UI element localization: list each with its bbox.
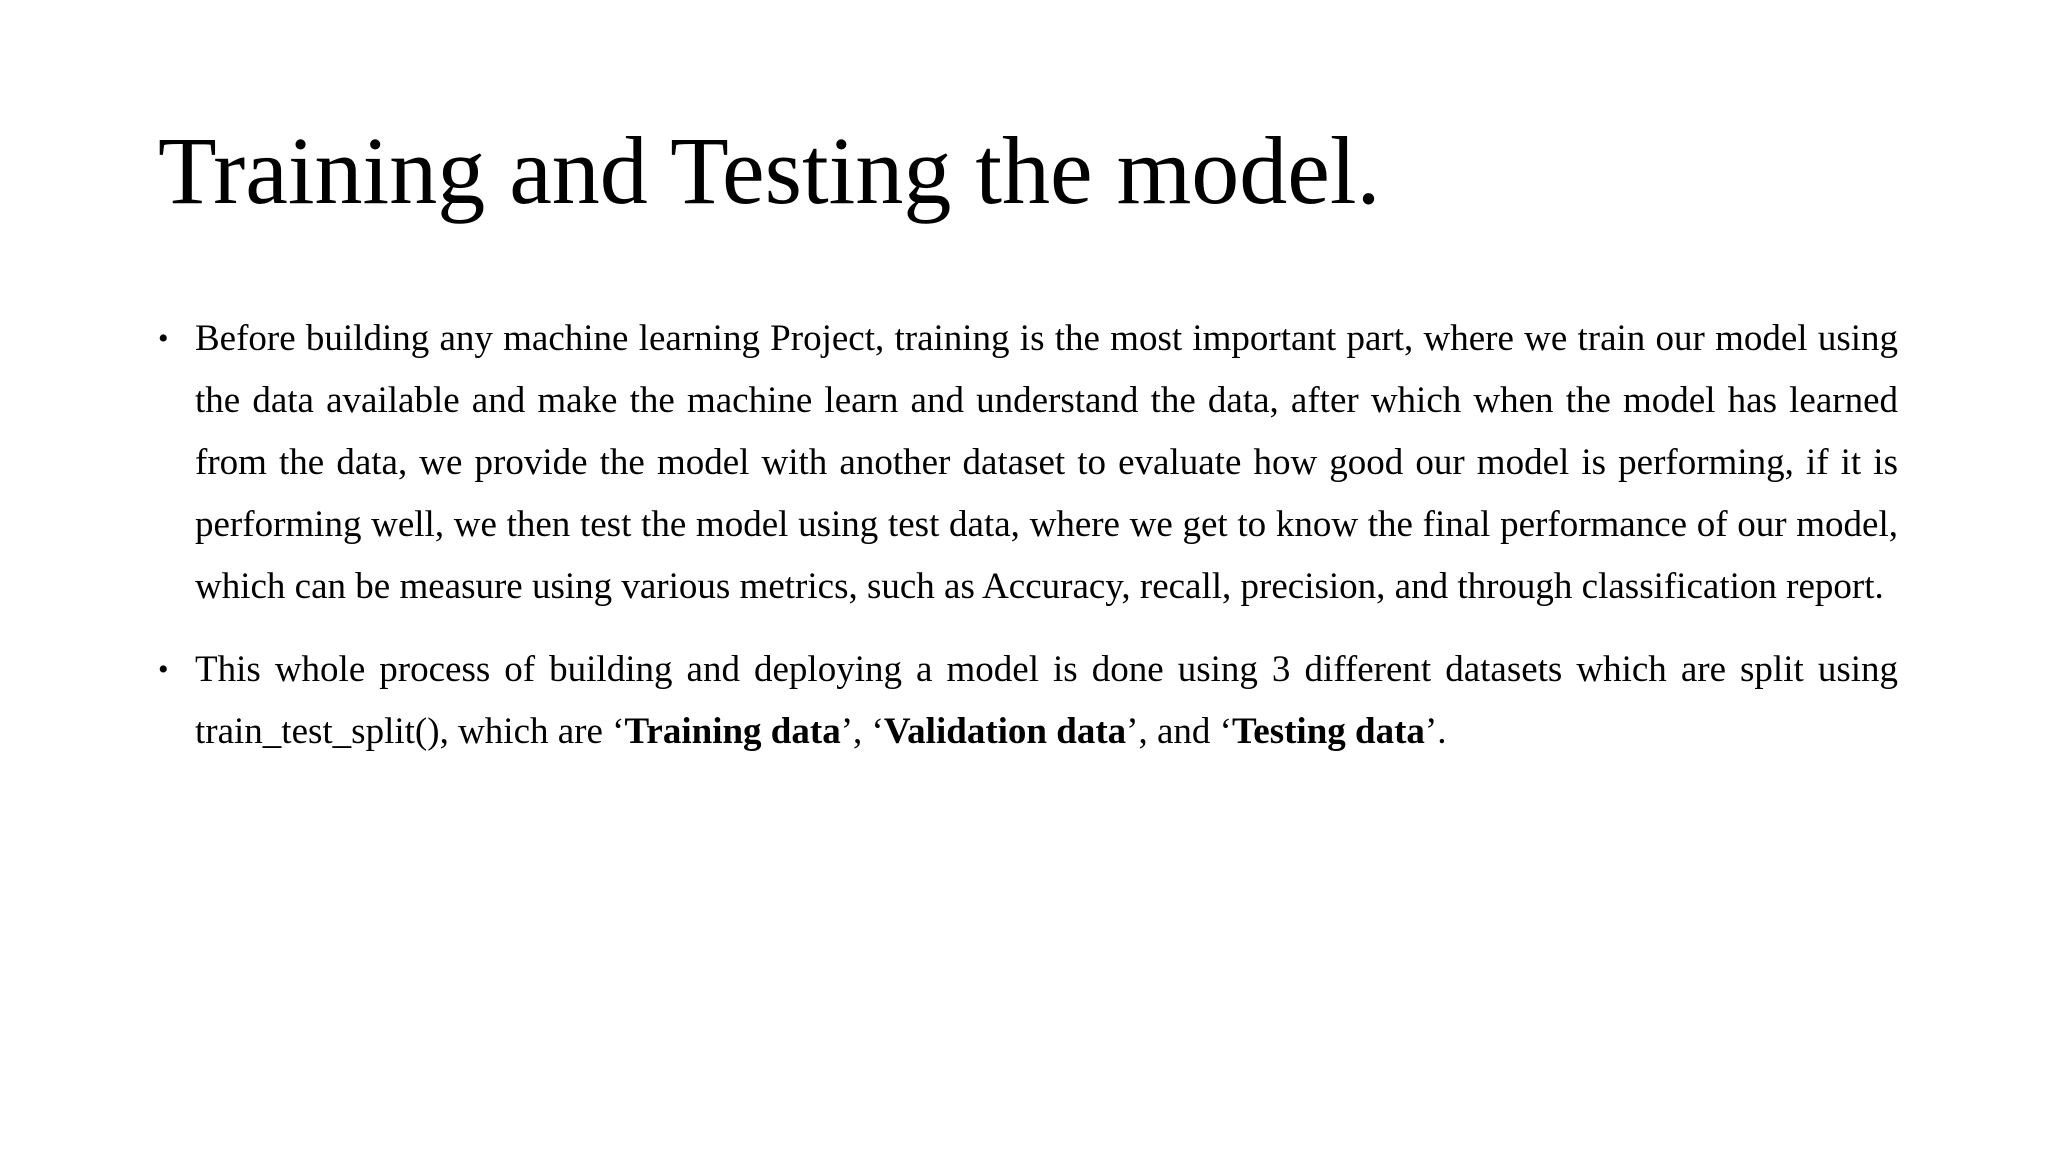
bullet-icon: • [158, 653, 169, 686]
validation-data-term: Validation data [883, 711, 1127, 752]
bullet-text-tail: ’. [1424, 711, 1447, 752]
slide-title: Training and Testing the model. [158, 117, 1381, 224]
bullet-text: Before building any machine learning Project, training is the most important part, where we train our model using the data available and make the machine learn and understand the data, after which when the model has learned from the data, we provide the model with another dataset to evaluate how good our model is performing, if it is performing well, we then test the model using test data, where we get to know the final performance of our model, which can be measure using various metrics, such as Accuracy, recall, precision, and through classification report. [195, 318, 1898, 607]
testing-data-term: Testing data [1231, 711, 1425, 752]
training-data-term: Training data [624, 711, 841, 752]
separator: ’, ‘ [840, 711, 884, 752]
bullet-item-datasets [158, 639, 1898, 763]
bullet-list [158, 308, 1898, 784]
bullet-text [195, 649, 1898, 752]
bullet-text-lead: This whole process of building and deploying a model is done using 3 different datasets which are split using train_test_split(), which are ‘ [195, 649, 1898, 752]
bullet-icon: • [158, 322, 169, 355]
separator: ’, and ‘ [1126, 711, 1232, 752]
bullet-item-training [158, 308, 1898, 618]
